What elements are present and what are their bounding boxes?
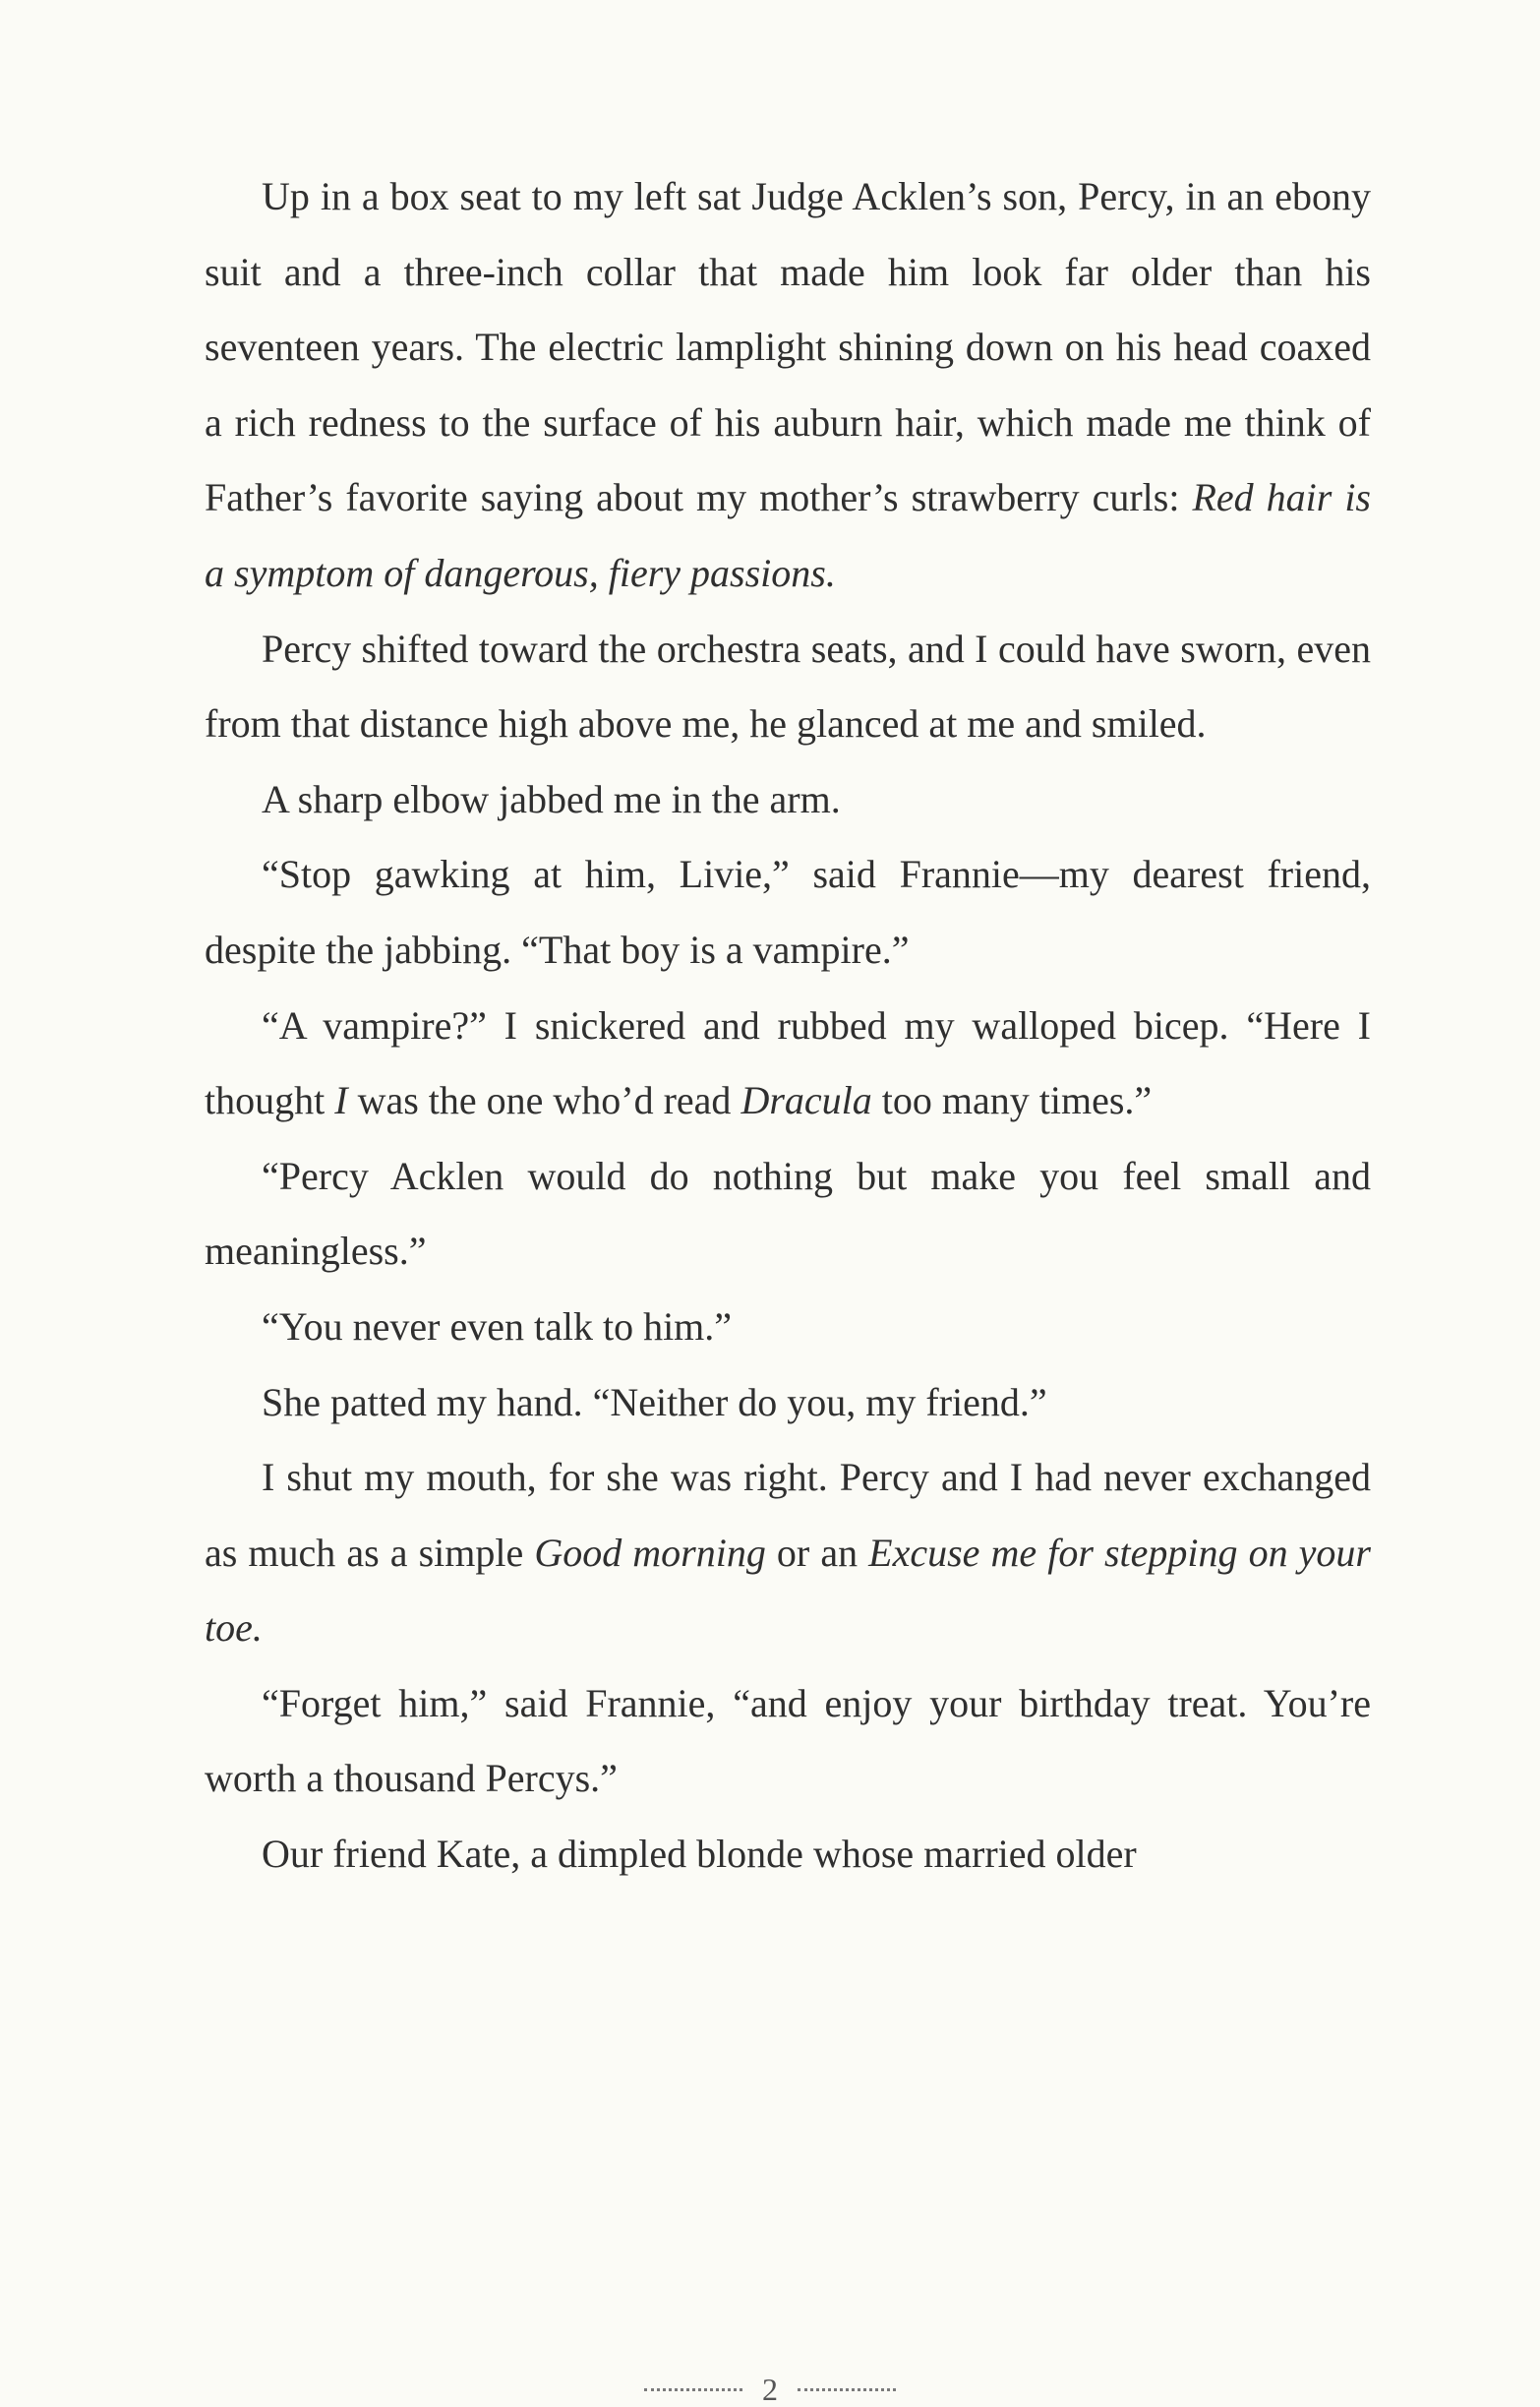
italic-text: I [334, 1078, 348, 1123]
text-run: or an [765, 1530, 869, 1575]
text-run: “Stop gawking at him, Livie,” said Frannie—my dearest friend, despite the jabbing. “That boy is a vampire.” [205, 852, 1371, 972]
paragraph [205, 1666, 1371, 1817]
paragraph [205, 1365, 1371, 1441]
page-footer [0, 2372, 1540, 2407]
paragraph [205, 1817, 1371, 1893]
text-run: “Forget him,” said Frannie, “and enjoy your birthday treat. You’re worth a thousand Percys.” [205, 1680, 1371, 1801]
paragraph [205, 1290, 1371, 1365]
body-text [205, 159, 1371, 1893]
footer-rule-left [644, 2388, 742, 2391]
footer-rule-right [798, 2388, 896, 2391]
text-run: Up in a box seat to my left sat Judge Acklen’s son, Percy, in an ebony suit and a three-inch collar that made him look far older than his seventeen years. The electric lamplight shining down on his head coaxed a rich redness to the surface of his auburn hair, which made me think of Father’s favorite saying about my mother’s strawberry curls: [205, 174, 1371, 520]
text-run: Percy shifted toward the orchestra seats, and I could have sworn, even from that distance high above me, he glanced at me and smiled. [205, 626, 1371, 747]
paragraph [205, 989, 1371, 1139]
italic-text: Excuse me for stepping on your toe. [205, 1530, 1371, 1651]
italic-text: Red hair is a symptom of dangerous, fiery passions. [205, 475, 1372, 595]
text-run: “A vampire?” I snickered and rubbed my walloped bicep. “Here I thought [205, 1002, 1371, 1123]
paragraph [205, 612, 1371, 762]
text-run: “You never even talk to him.” [262, 1303, 733, 1349]
paragraph [205, 159, 1371, 612]
text-run: I shut my mouth, for she was right. Percy and I had never exchanged as much as a simple [205, 1455, 1371, 1575]
text-run: was the one who’d read [347, 1078, 741, 1123]
paragraph [205, 837, 1371, 988]
text-run: A sharp elbow jabbed me in the arm. [262, 776, 841, 821]
page-number: 2 [762, 2372, 778, 2407]
text-run: too many times.” [871, 1078, 1153, 1123]
italic-text: Dracula [740, 1078, 872, 1123]
italic-text: Good morning [534, 1530, 766, 1575]
text-run: She patted my hand. “Neither do you, my friend.” [262, 1379, 1047, 1424]
paragraph [205, 1440, 1371, 1666]
text-run: Our friend Kate, a dimpled blonde whose married older [262, 1832, 1137, 1877]
text-run: “Percy Acklen would do nothing but make you feel small and meaningless.” [205, 1153, 1371, 1274]
paragraph [205, 762, 1371, 838]
paragraph [205, 1139, 1371, 1290]
